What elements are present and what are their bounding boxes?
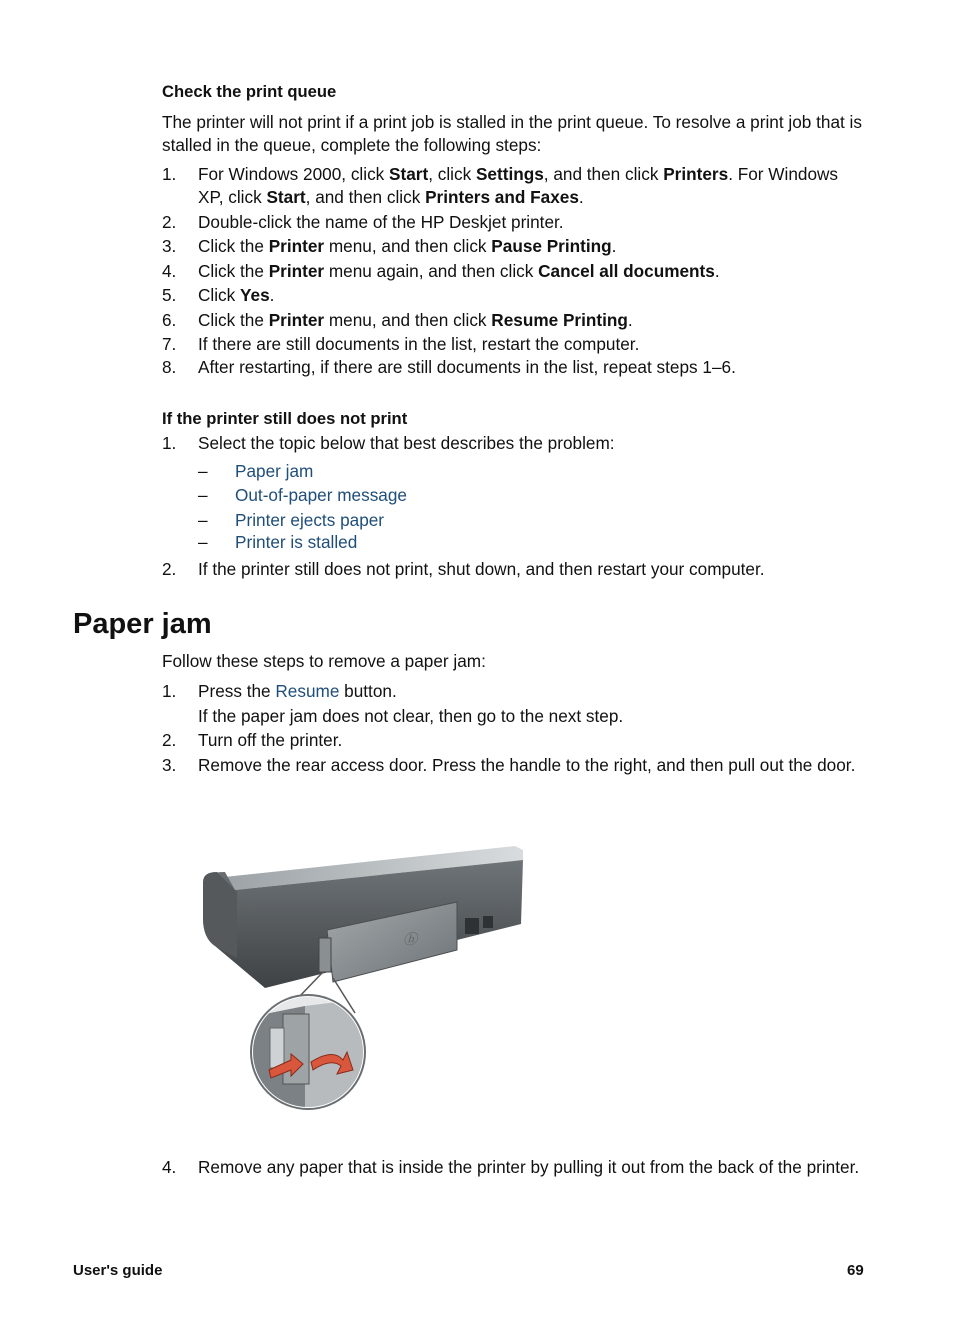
printer-rear-illustration (195, 838, 530, 1118)
ui-term: Resume Printing (491, 310, 628, 330)
step-number: 2. (162, 559, 177, 579)
ui-term: Printers (663, 164, 729, 184)
step-text: , click (428, 164, 476, 184)
print-queue-step-4 (198, 260, 868, 283)
ui-term: Printer (268, 310, 325, 330)
step-number: 1. (162, 164, 177, 184)
step-number: 4. (162, 1157, 177, 1177)
step-text: button. (339, 681, 397, 701)
print-queue-step-6 (198, 309, 868, 332)
step-text: Click the (198, 310, 269, 330)
step-text: Click (198, 285, 241, 305)
step-number: 3. (162, 236, 177, 256)
step-number: 1. (162, 433, 177, 453)
step-number: 2. (162, 730, 177, 750)
port-shape (483, 916, 493, 928)
print-queue-step-2: Double-click the name of the HP Deskjet printer. (198, 212, 564, 232)
print-queue-step-1 (198, 163, 868, 209)
step-text: menu, and then click (324, 236, 492, 256)
step-text: menu, and then click (324, 310, 492, 330)
step-number: 1. (162, 681, 177, 701)
list-dash: – (198, 485, 208, 505)
page-title-paper-jam: Paper jam (73, 608, 212, 640)
print-queue-step-5 (198, 284, 868, 307)
step-text: . (611, 236, 617, 256)
list-dash: – (198, 461, 208, 481)
step-number: 6. (162, 310, 177, 330)
step-text: . For Windows XP, click (198, 164, 839, 207)
section-heading-print-queue: Check the print queue (162, 82, 337, 101)
step-number: 5. (162, 285, 177, 305)
step-text: Press the (198, 681, 276, 701)
ui-term: Pause Printing (491, 236, 612, 256)
section-heading-still-not-print: If the printer still does not print (162, 409, 408, 428)
ui-term: Yes (240, 285, 270, 305)
list-dash: – (198, 510, 208, 530)
step-text: . (578, 187, 584, 207)
ui-term: Printer (268, 261, 325, 281)
page-number: 69 (847, 1262, 864, 1279)
link-resume[interactable]: Resume (275, 681, 340, 701)
ui-term: Start (266, 187, 306, 207)
print-queue-step-8: After restarting, if there are still documents in the list, repeat steps 1–6. (198, 357, 736, 377)
print-queue-intro: The printer will not print if a print job is stalled in the print queue. To resolve a print job that is stalled in the queue, complete the following steps: (162, 112, 862, 155)
ui-term: Settings (475, 164, 544, 184)
step-text: , and then click (543, 164, 664, 184)
ui-term: Printer (268, 236, 325, 256)
step-text: menu again, and then click (324, 261, 539, 281)
footer-title: User's guide (73, 1262, 163, 1279)
step-number: 2. (162, 212, 177, 232)
step-number: 4. (162, 261, 177, 281)
list-dash: – (198, 532, 208, 552)
step-number: 7. (162, 334, 177, 354)
ui-term: Printers and Faxes (425, 187, 579, 207)
door-handle-shape (319, 938, 331, 972)
paper-jam-step-1-note: If the paper jam does not clear, then go to the next step. (198, 706, 624, 726)
ui-term: Cancel all documents (538, 261, 715, 281)
print-queue-step-3 (198, 235, 868, 258)
link-printer-ejects-paper[interactable]: Printer ejects paper (235, 510, 385, 530)
step-text: , and then click (305, 187, 426, 207)
port-shape (465, 918, 479, 934)
still-not-print-step-2: If the printer still does not print, shut down, and then restart your computer. (198, 559, 765, 579)
step-text: Click the (198, 261, 269, 281)
link-paper-jam[interactable]: Paper jam (235, 461, 314, 481)
ui-term: Start (389, 164, 429, 184)
step-text: For Windows 2000, click (198, 164, 390, 184)
paper-jam-step-3: Remove the rear access door. Press the handle to the right, and then pull out the door. (198, 755, 856, 775)
step-text: . (627, 310, 633, 330)
paper-jam-intro: Follow these steps to remove a paper jam: (162, 651, 486, 671)
step-text: . (269, 285, 275, 305)
paper-jam-step-2: Turn off the printer. (198, 730, 343, 750)
paper-jam-step-1 (198, 680, 868, 703)
step-text: . (714, 261, 720, 281)
hp-logo-icon: ⓗ (403, 932, 417, 948)
step-text: Click the (198, 236, 269, 256)
print-queue-step-7: If there are still documents in the list, restart the computer. (198, 334, 640, 354)
still-not-print-step-1: Select the topic below that best describes the problem: (198, 433, 615, 453)
paper-jam-step-4: Remove any paper that is inside the printer by pulling it out from the back of the printer. (198, 1157, 860, 1177)
link-printer-is-stalled[interactable]: Printer is stalled (235, 532, 358, 552)
link-out-of-paper-message[interactable]: Out-of-paper message (235, 485, 407, 505)
step-number: 8. (162, 357, 177, 377)
step-number: 3. (162, 755, 177, 775)
rear-access-door-illustration (195, 838, 530, 1118)
